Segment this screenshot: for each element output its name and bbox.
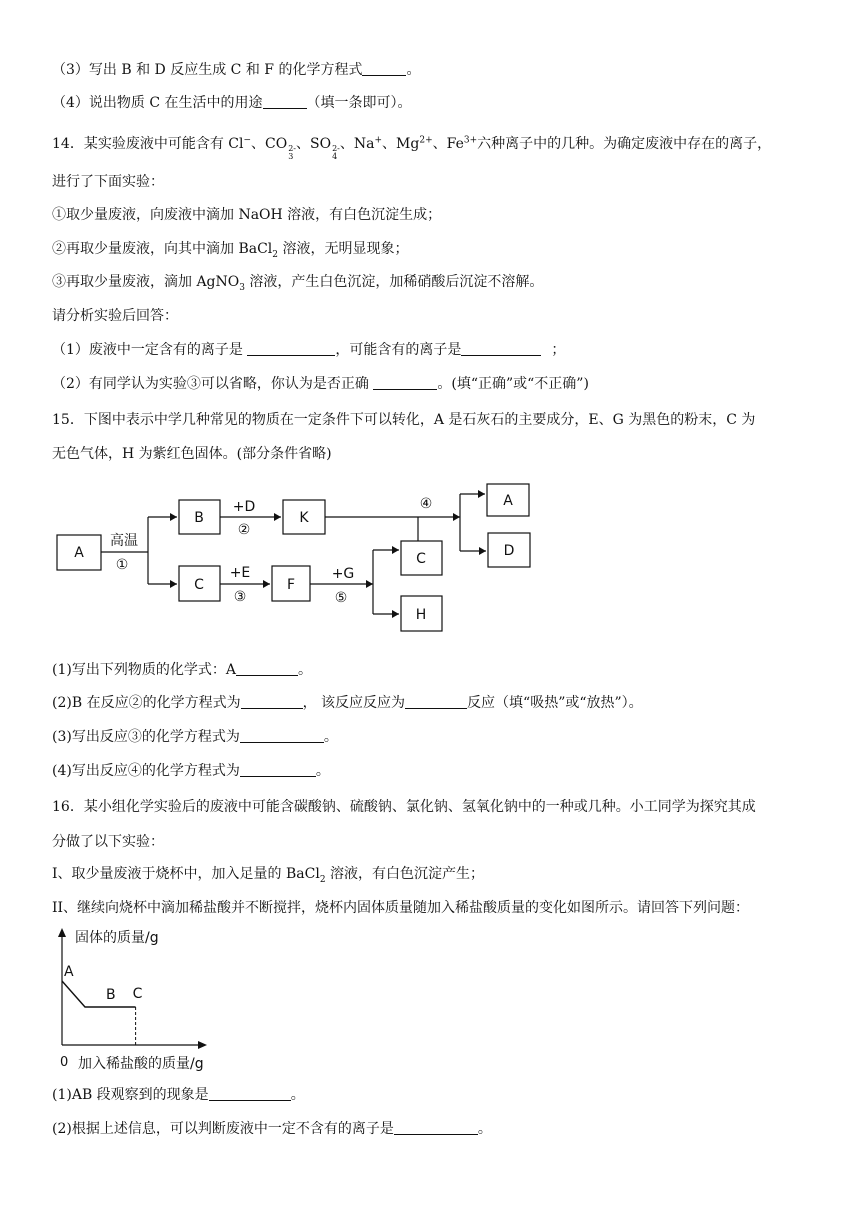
q16-part1: (1)AB 段观察到的现象是 。 — [52, 1087, 305, 1103]
answer-blank[interactable] — [209, 1086, 291, 1101]
ion-so4: SO 2- 4 — [310, 136, 340, 161]
y-axis-label: 固体的质量/g — [75, 930, 159, 946]
q14-intro: 14．某实验废液中可能含有 Cl−、CO 2- 3 、SO 2- 4 、Na+、$Mg^{2+}$、$Fe^{3+}$六种离子中的几种。为确定废液中存在的离子， — [52, 135, 772, 161]
svg-text:③: ③ — [233, 589, 247, 605]
q14-answer2: （2）有同学认为实验③可以省略，你认为是否正确 。(填“正确”或“不正确”) — [52, 376, 589, 392]
ion-mg: $Mg^{2+}$ — [396, 135, 433, 152]
origin-label: 0 — [60, 1055, 69, 1070]
q16-step2: II、继续向烧杯中滴加稀盐酸并不断搅拌，烧杯内固体质量随加入稀盐酸质量的变化如图所示。请回答下列问题： — [52, 900, 750, 916]
q16-intro-cont: 分做了以下实验： — [52, 834, 164, 850]
ion-co3: CO 2- 3 — [265, 136, 297, 161]
q15-intro: 15．下图中表示中学几种常见的物质在一定条件下可以转化，A 是石灰石的主要成分，E、G 为黑色的粉末，C 为 — [52, 412, 756, 428]
svg-text:A: A — [74, 545, 84, 561]
svg-text:C: C — [194, 577, 204, 593]
svg-text:+G: +G — [331, 566, 355, 582]
svg-text:⑤: ⑤ — [334, 590, 348, 606]
q16-intro: 16．某小组化学实验后的废液中可能含碳酸钠、硫酸钠、氯化钠、氢氧化钠中的一种或几种。小工同学为探究其成 — [52, 799, 756, 815]
q13-item4: （4）说出物质 C 在生活中的用途 （填一条即可）。 — [52, 95, 412, 111]
answer-blank[interactable] — [240, 728, 324, 743]
ion-cl: Cl− — [228, 135, 252, 152]
svg-text:B: B — [194, 510, 204, 526]
svg-text:K: K — [299, 510, 309, 526]
q14-step1: ①取少量废液，向废液中滴加 NaOH 溶液，有白色沉淀生成； — [52, 207, 442, 223]
q14-answer1: （1）废液中一定含有的离子是 ，可能含有的离子是 ； — [52, 342, 566, 358]
q14-intro-cont: 进行了下面实验： — [52, 174, 164, 190]
point-label-a: A — [64, 964, 74, 980]
answer-blank[interactable] — [247, 341, 335, 356]
q14-step2: ②再取少量废液，向其中滴加 BaCl$_2$ 溶液，无明显现象； — [52, 241, 409, 260]
svg-text:+D: +D — [232, 499, 256, 515]
svg-text:A: A — [503, 493, 513, 509]
answer-blank[interactable] — [394, 1120, 478, 1135]
series-line — [62, 981, 136, 1007]
svg-text:①: ① — [115, 557, 129, 573]
answer-blank[interactable] — [236, 661, 298, 676]
x-axis-arrow — [198, 1041, 207, 1049]
answer-blank[interactable] — [405, 694, 467, 709]
svg-text:C: C — [416, 551, 426, 567]
svg-text:②: ② — [237, 522, 251, 538]
q15-intro-cont: 无色气体，H 为紫红色固体。(部分条件省略) — [52, 446, 332, 462]
point-label-c: C — [132, 986, 143, 1002]
x-axis-label: 加入稀盐酸的质量/g — [78, 1056, 204, 1072]
answer-blank[interactable] — [373, 375, 437, 390]
svg-text:④: ④ — [419, 496, 433, 512]
svg-text:H: H — [415, 607, 427, 623]
answer-blank[interactable] — [241, 694, 303, 709]
q15-part1: (1)写出下列物质的化学式：A 。 — [52, 662, 312, 678]
q15-part4: (4)写出反应④的化学方程式为 。 — [52, 763, 330, 779]
svg-text:D: D — [503, 543, 515, 559]
q14-step3: ③再取少量废液，滴加 AgNO$_3$ 溶液，产生白色沉淀，加稀硝酸后沉淀不溶解。 — [52, 274, 544, 293]
svg-text:高温: 高温 — [110, 533, 138, 549]
solid-mass-chart — [0, 920, 300, 1080]
answer-blank[interactable] — [263, 94, 307, 109]
q13-item3: （3）写出 B 和 D 反应生成 C 和 F 的化学方程式 。 — [52, 62, 421, 78]
answer-blank[interactable] — [240, 762, 316, 777]
q16-part2: (2)根据上述信息，可以判断废液中一定不含有的离子是 。 — [52, 1121, 492, 1137]
q16-step1: I、取少量废液于烧杯中，加入足量的 BaCl$_2$ 溶液，有白色沉淀产生； — [52, 866, 484, 885]
reaction-flow-diagram — [0, 470, 860, 640]
y-axis-arrow — [58, 928, 66, 937]
q15-part3: (3)写出反应③的化学方程式为 。 — [52, 729, 338, 745]
answer-blank[interactable] — [461, 341, 541, 356]
point-label-b: B — [106, 987, 116, 1003]
ion-fe: $Fe^{3+}$ — [446, 135, 478, 152]
svg-text:F: F — [286, 577, 296, 593]
svg-text:+E: +E — [229, 565, 251, 581]
ion-na: Na+ — [353, 135, 383, 152]
q14-analysis: 请分析实验后回答： — [52, 308, 178, 324]
q15-part2: (2)B 在反应②的化学方程式为 ， 该反应反应为 反应（填“吸热”或“放热”）。 — [52, 695, 643, 711]
chart-axes — [62, 935, 200, 1045]
answer-blank[interactable] — [362, 61, 406, 76]
